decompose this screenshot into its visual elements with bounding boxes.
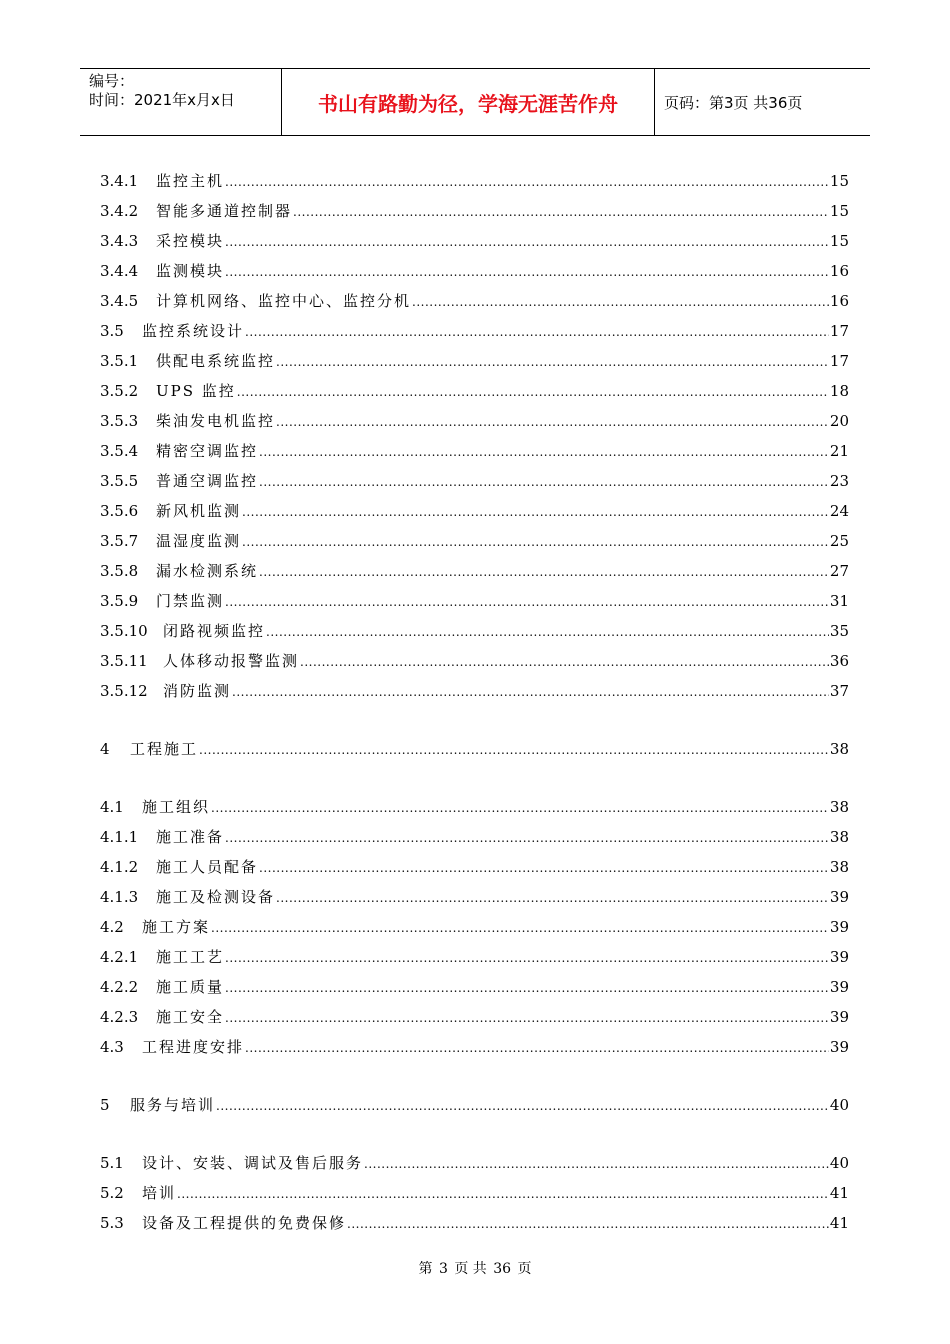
toc-leader-dots (216, 1099, 829, 1113)
toc-entry[interactable] (100, 1212, 849, 1232)
toc-leader-dots (211, 801, 829, 815)
toc-leader-dots (225, 981, 829, 995)
document-number-label: 编号： (89, 72, 135, 90)
toc-entry-title: 施工方案 (142, 918, 211, 936)
toc-leader-dots (225, 951, 829, 965)
toc-entry[interactable] (100, 796, 849, 816)
page-footer (0, 1258, 950, 1278)
toc-leader-dots (364, 1157, 829, 1171)
toc-entry-number: 3.4.2 (100, 202, 139, 220)
toc-entry[interactable] (100, 320, 849, 340)
toc-entry-number: 3.5.9 (100, 592, 139, 610)
toc-entry-page: 27 (829, 562, 849, 580)
toc-entry-page: 35 (829, 622, 849, 640)
toc-entry[interactable] (100, 200, 849, 220)
toc-entry-number: 4.2 (100, 918, 124, 936)
toc-entry-number: 5 (100, 1096, 110, 1114)
toc-entry-number: 4 (100, 740, 110, 758)
toc-entry-title: 柴油发电机监控 (156, 412, 276, 430)
toc-entry[interactable] (100, 410, 849, 430)
toc-leader-dots (225, 265, 829, 279)
toc-entry[interactable] (100, 1036, 849, 1056)
toc-leader-dots (266, 625, 829, 639)
toc-leader-dots (259, 861, 829, 875)
toc-leader-dots (259, 475, 829, 489)
toc-entry-page: 36 (829, 652, 849, 670)
toc-leader-dots (242, 505, 829, 519)
toc-entry-title: 新风机监测 (156, 502, 242, 520)
toc-leader-dots (259, 445, 829, 459)
toc-entry[interactable] (100, 738, 849, 758)
toc-entry[interactable] (100, 916, 849, 936)
toc-entry-title: 计算机网络、监控中心、监控分机 (156, 292, 412, 310)
toc-entry-title: 漏水检测系统 (156, 562, 259, 580)
toc-entry-title: 监控主机 (156, 172, 225, 190)
toc-entry-page: 38 (829, 828, 849, 846)
toc-leader-dots (225, 595, 829, 609)
toc-entry-number: 3.5.4 (100, 442, 139, 460)
toc-entry-title: 监控系统设计 (142, 322, 245, 340)
toc-entry-page: 16 (829, 262, 849, 280)
toc-entry[interactable] (100, 380, 849, 400)
toc-leader-dots (347, 1217, 829, 1231)
document-date: 时间：2021年x月x日 (89, 91, 235, 109)
toc-entry-title: 服务与培训 (130, 1096, 216, 1114)
toc-entry-page: 15 (829, 232, 849, 250)
toc-entry-number: 3.5.7 (100, 532, 139, 550)
toc-leader-dots (293, 205, 829, 219)
toc-entry-title: UPS 监控 (156, 382, 236, 400)
toc-entry[interactable] (100, 946, 849, 966)
toc-entry-number: 3.5.5 (100, 472, 139, 490)
toc-entry-page: 20 (829, 412, 849, 430)
toc-entry-number: 3.5.12 (100, 682, 148, 700)
toc-entry-number: 3.5.6 (100, 502, 139, 520)
toc-entry-page: 37 (829, 682, 849, 700)
toc-entry-number: 3.5.8 (100, 562, 139, 580)
toc-entry-page: 21 (829, 442, 849, 460)
toc-entry[interactable] (100, 530, 849, 550)
toc-entry-title: 施工质量 (156, 978, 225, 996)
toc-entry-title: 工程施工 (130, 740, 199, 758)
toc-entry-page: 38 (829, 740, 849, 758)
toc-entry-page: 39 (829, 918, 849, 936)
toc-entry-number: 3.5.3 (100, 412, 139, 430)
toc-entry-page: 39 (829, 888, 849, 906)
toc-entry[interactable] (100, 886, 849, 906)
toc-leader-dots (211, 921, 829, 935)
toc-entry-number: 3.5 (100, 322, 124, 340)
toc-entry[interactable] (100, 650, 849, 670)
toc-entry-title: 温湿度监测 (156, 532, 242, 550)
toc-entry-title: 门禁监测 (156, 592, 225, 610)
toc-entry[interactable] (100, 470, 849, 490)
toc-entry-page: 31 (829, 592, 849, 610)
toc-entry[interactable] (100, 1006, 849, 1026)
toc-entry[interactable] (100, 976, 849, 996)
toc-leader-dots (412, 295, 829, 309)
footer-prefix: 第 (418, 1261, 433, 1277)
toc-leader-dots (225, 831, 829, 845)
toc-entry[interactable] (100, 290, 849, 310)
toc-leader-dots (276, 415, 829, 429)
toc-entry-page: 40 (829, 1154, 849, 1172)
toc-leader-dots (300, 655, 829, 669)
toc-entry-title: 施工准备 (156, 828, 225, 846)
toc-entry-number: 3.5.2 (100, 382, 139, 400)
toc-entry[interactable] (100, 230, 849, 250)
toc-entry[interactable] (100, 560, 849, 580)
toc-entry[interactable] (100, 500, 849, 520)
toc-entry-title: 普通空调监控 (156, 472, 259, 490)
toc-entry-number: 3.5.1 (100, 352, 139, 370)
toc-leader-dots (225, 235, 829, 249)
toc-entry-title: 消防监测 (163, 682, 232, 700)
footer-total-pages: 36 (493, 1261, 512, 1277)
toc-leader-dots (177, 1187, 829, 1201)
toc-leader-dots (259, 565, 829, 579)
toc-entry-page: 15 (829, 172, 849, 190)
toc-entry-page: 17 (829, 352, 849, 370)
toc-entry[interactable] (100, 260, 849, 280)
toc-entry[interactable] (100, 826, 849, 846)
toc-entry-page: 40 (829, 1096, 849, 1114)
toc-entry-page: 38 (829, 858, 849, 876)
toc-entry-number: 4.1 (100, 798, 124, 816)
toc-leader-dots (276, 355, 829, 369)
toc-leader-dots (242, 535, 829, 549)
toc-entry[interactable] (100, 170, 849, 190)
toc-entry-page: 39 (829, 1038, 849, 1056)
toc-leader-dots (225, 175, 829, 189)
toc-entry[interactable] (100, 856, 849, 876)
toc-entry[interactable] (100, 440, 849, 460)
toc-entry-page: 41 (829, 1184, 849, 1202)
toc-entry-title: 设备及工程提供的免费保修 (142, 1214, 347, 1232)
header-page-info: 页码：第3页 共36页 (664, 93, 803, 112)
toc-entry-page: 25 (829, 532, 849, 550)
toc-entry-page: 17 (829, 322, 849, 340)
footer-current-page: 3 (438, 1261, 448, 1277)
toc-entry[interactable] (100, 350, 849, 370)
toc-entry-number: 3.5.11 (100, 652, 148, 670)
toc-entry-page: 15 (829, 202, 849, 220)
toc-entry-page: 39 (829, 978, 849, 996)
toc-entry-title: 施工及检测设备 (156, 888, 276, 906)
toc-entry-number: 4.3 (100, 1038, 124, 1056)
footer-middle: 页 共 (454, 1261, 487, 1277)
toc-leader-dots (245, 1041, 829, 1055)
header-motto: 书山有路勤为径，学海无涯苦作舟 (282, 69, 655, 135)
toc-leader-dots (232, 685, 829, 699)
toc-entry-page: 39 (829, 1008, 849, 1026)
toc-entry[interactable] (100, 1182, 849, 1202)
toc-entry-title: 监测模块 (156, 262, 225, 280)
footer-suffix: 页 (517, 1261, 532, 1277)
toc-leader-dots (225, 1011, 829, 1025)
toc-entry-title: 施工工艺 (156, 948, 225, 966)
toc-entry-number: 4.1.3 (100, 888, 139, 906)
toc-entry-number: 5.3 (100, 1214, 124, 1232)
toc-entry-title: 设计、安装、调试及售后服务 (142, 1154, 364, 1172)
toc-entry[interactable] (100, 1152, 849, 1172)
toc-entry-number: 4.2.2 (100, 978, 139, 996)
toc-leader-dots (245, 325, 829, 339)
toc-entry-title: 人体移动报警监测 (163, 652, 300, 670)
toc-entry-number: 4.2.1 (100, 948, 139, 966)
toc-entry[interactable] (100, 620, 849, 640)
toc-entry-number: 4.1.2 (100, 858, 139, 876)
toc-entry[interactable] (100, 1094, 849, 1114)
toc-entry-title: 闭路视频监控 (163, 622, 266, 640)
toc-entry-number: 3.4.4 (100, 262, 139, 280)
toc-entry-page: 41 (829, 1214, 849, 1232)
toc-entry-title: 施工人员配备 (156, 858, 259, 876)
toc-entry-number: 5.2 (100, 1184, 124, 1202)
toc-entry-page: 38 (829, 798, 849, 816)
toc-leader-dots (199, 743, 829, 757)
toc-leader-dots (237, 385, 829, 399)
toc-entry-number: 3.4.1 (100, 172, 139, 190)
toc-entry-title: 施工组织 (142, 798, 211, 816)
toc-entry-title: 工程进度安排 (142, 1038, 245, 1056)
toc-entry-page: 23 (829, 472, 849, 490)
toc-entry-number: 3.5.10 (100, 622, 148, 640)
toc-leader-dots (276, 891, 829, 905)
toc-entry-page: 39 (829, 948, 849, 966)
toc-entry-title: 采控模块 (156, 232, 225, 250)
toc-entry-page: 24 (829, 502, 849, 520)
toc-entry-number: 4.2.3 (100, 1008, 139, 1026)
toc-entry-page: 16 (829, 292, 849, 310)
toc-entry-number: 3.4.3 (100, 232, 139, 250)
toc-entry-title: 供配电系统监控 (156, 352, 276, 370)
toc-entry-number: 5.1 (100, 1154, 124, 1172)
toc-entry-title: 培训 (142, 1184, 177, 1202)
toc-entry-number: 3.4.5 (100, 292, 139, 310)
toc-entry[interactable] (100, 680, 849, 700)
toc-entry-number: 4.1.1 (100, 828, 139, 846)
toc-entry-title: 精密空调监控 (156, 442, 259, 460)
toc-entry-title: 智能多通道控制器 (156, 202, 293, 220)
toc-entry[interactable] (100, 590, 849, 610)
toc-entry-page: 18 (829, 382, 849, 400)
toc-entry-title: 施工安全 (156, 1008, 225, 1026)
